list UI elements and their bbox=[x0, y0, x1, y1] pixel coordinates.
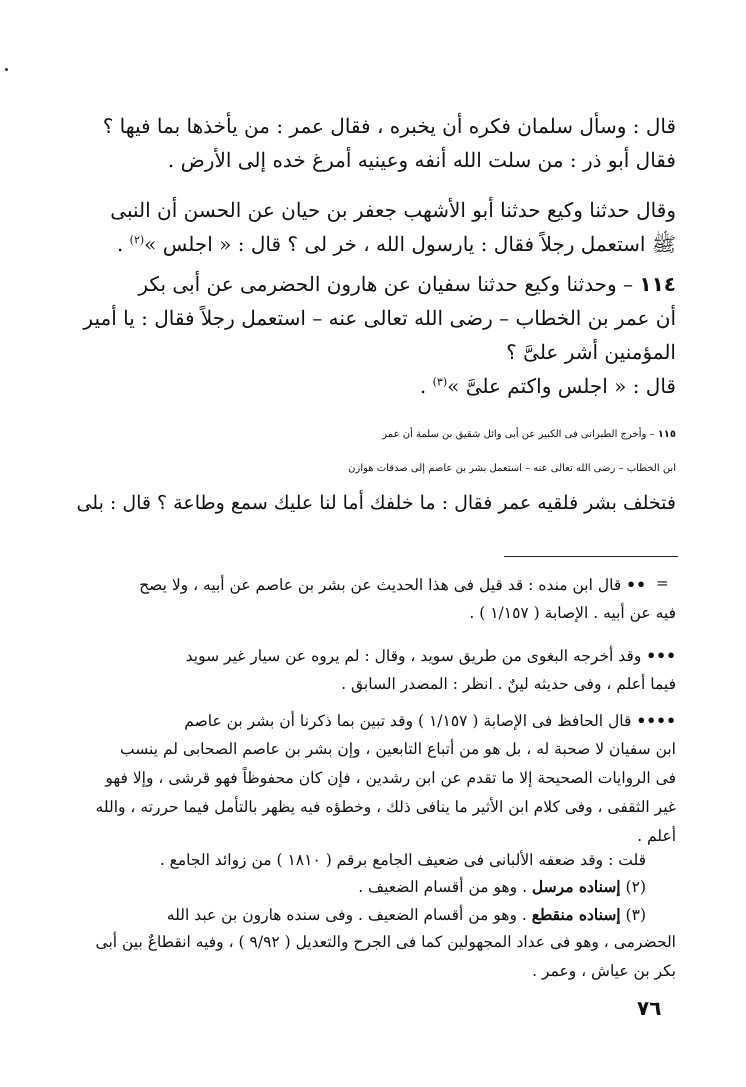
paragraph-1 bbox=[103, 109, 676, 177]
text-span: قال الحافظ فى الإصابة ( ١/١٥٧ ) وقد تبين بما ذكرنا أن بشر بن عاصم bbox=[184, 712, 637, 730]
footnote-1-cont bbox=[469, 599, 676, 628]
text-line: فتخلف بشر فلقيه عمر فقال : ما خلفك أما لنا عليك سمع وطاعة ؟ قال : بلى bbox=[76, 492, 676, 514]
scan-speck bbox=[5, 68, 8, 71]
text-line: أن عمر بن الخطاب – رضى الله تعالى عنه – استعمل رجلاً فقال : يا أمير bbox=[83, 306, 676, 330]
text-line: ابن سفيان لا صحبة له ، بل هو من أتباع التابعين ، وإن بشر بن عاصم الصحابى لم ينسب bbox=[120, 740, 676, 758]
note-verdict: إسناده منقطع bbox=[531, 905, 621, 924]
text-line: ابن الخطاب – رضى الله تعالى عنه – استعمل بشر بن عاصم إلى صدقات هوازن bbox=[348, 463, 676, 474]
text-line bbox=[96, 706, 676, 735]
paragraph-115 bbox=[76, 418, 676, 520]
text-line bbox=[167, 900, 646, 929]
text-line: فيه عن أبيه . الإصابة ( ١/١٥٧ ) . bbox=[469, 604, 676, 622]
text-line bbox=[110, 227, 676, 261]
text-line: قال : وسأل سلمان فكره أن يخبره ، فقال عمر : من يأخذها بما فيها ؟ bbox=[102, 114, 676, 138]
footnote-3 bbox=[96, 706, 676, 851]
footnote-ref: (٢) bbox=[129, 233, 145, 247]
page-number: ٧٦ bbox=[637, 996, 662, 1020]
text-line bbox=[76, 418, 676, 452]
text-line: بكر بن عياش ، وعمر . bbox=[532, 962, 676, 980]
text-span: وقد أخرجه البغوى من طريق سويد ، وقال : لم يروه عن سيار غير سويد bbox=[185, 647, 647, 665]
text-span: ﷺ استعمل رجلاً فقال : يارسول الله ، خر لى ؟ قال : « اجلس » bbox=[144, 232, 676, 256]
hadith-number: ١١٥ bbox=[657, 429, 676, 440]
note-3 bbox=[167, 900, 646, 929]
text-line bbox=[83, 369, 676, 403]
note-number: (٣) bbox=[620, 906, 646, 924]
continuation-mark: = bbox=[656, 574, 669, 592]
text-line: فقال أبو ذر : من سلت الله أنفه وعينيه أمرغ خده إلى الأرض . bbox=[167, 148, 676, 172]
note-1 bbox=[160, 846, 646, 875]
note-number: (٢) bbox=[620, 878, 646, 896]
text-line: أعلم . bbox=[637, 827, 676, 845]
footnote-ref: (٣) bbox=[432, 375, 448, 389]
text-span: . bbox=[116, 232, 130, 256]
text-span: . bbox=[419, 374, 433, 398]
paragraph-2 bbox=[110, 193, 676, 261]
text-line: قلت : وقد ضعفه الألبانى فى ضعيف الجامع برقم ( ١٨١٠ ) من زوائد الجامع . bbox=[159, 851, 646, 869]
text-line bbox=[139, 570, 646, 599]
text-line bbox=[358, 872, 646, 901]
footnote-marker: •• bbox=[626, 575, 646, 594]
text-span: . وهو من أقسام الضعيف . bbox=[358, 878, 532, 896]
hadith-number: ١١٤ bbox=[639, 272, 676, 296]
text-span: – وحدثنا وكيع حدثنا سفيان عن هارون الحضرمى عن أبى بكر bbox=[138, 272, 640, 296]
footnote-2 bbox=[186, 641, 676, 699]
text-line: غير الثقفى ، وفى كلام ابن الأثير ما ينافى ذلك ، وخطؤه فيه يظهر بالتأمل فيما حررته ، والله bbox=[95, 798, 676, 816]
footnote-marker: •••• bbox=[636, 711, 676, 730]
footnote-divider bbox=[504, 556, 678, 557]
text-span: – وأخرج الطبرانى فى الكبير عن أبى وائل شقيق بن سلمة أن عمر bbox=[382, 429, 658, 440]
text-line bbox=[186, 641, 676, 670]
note-3-cont bbox=[96, 928, 676, 986]
note-2 bbox=[358, 872, 646, 901]
text-span: . وهو من أقسام الضعيف . وفى سنده هارون بن عبد الله bbox=[166, 906, 532, 924]
paragraph-114 bbox=[83, 267, 676, 403]
text-span: قال ابن منده : قد قيل فى هذا الحديث عن بشر بن عاصم عن أبيه ، ولا يصح bbox=[139, 576, 627, 594]
text-line bbox=[83, 267, 676, 301]
note-verdict: إسناده مرسل bbox=[531, 877, 621, 896]
text-line: فى الروايات الصحيحة إلا ما تقدم عن ابن رشدين ، فإن كان محفوظاً فهو قرشى ، وإلا فهو bbox=[105, 769, 676, 787]
text-span: قال : « اجلس واكتم علىَّ » bbox=[447, 374, 676, 398]
footnote-marker: ••• bbox=[646, 646, 676, 665]
footnote-1 bbox=[139, 570, 646, 599]
text-line: فيما أعلم ، وفى حديثه لينٌ . انظر : المصدر السابق . bbox=[341, 675, 676, 693]
text-line: الحضرمى ، وهو فى عداد المجهولين كما فى الجرح والتعديل ( ٩/٩٢ ) ، وفيه انقطاعٌ بين أبى bbox=[95, 933, 676, 951]
text-line: وقال حدثنا وكيع حدثنا أبو الأشهب جعفر بن حيان عن الحسن أن النبى bbox=[110, 198, 676, 222]
text-line: المؤمنين أشر علىَّ ؟ bbox=[506, 340, 676, 364]
